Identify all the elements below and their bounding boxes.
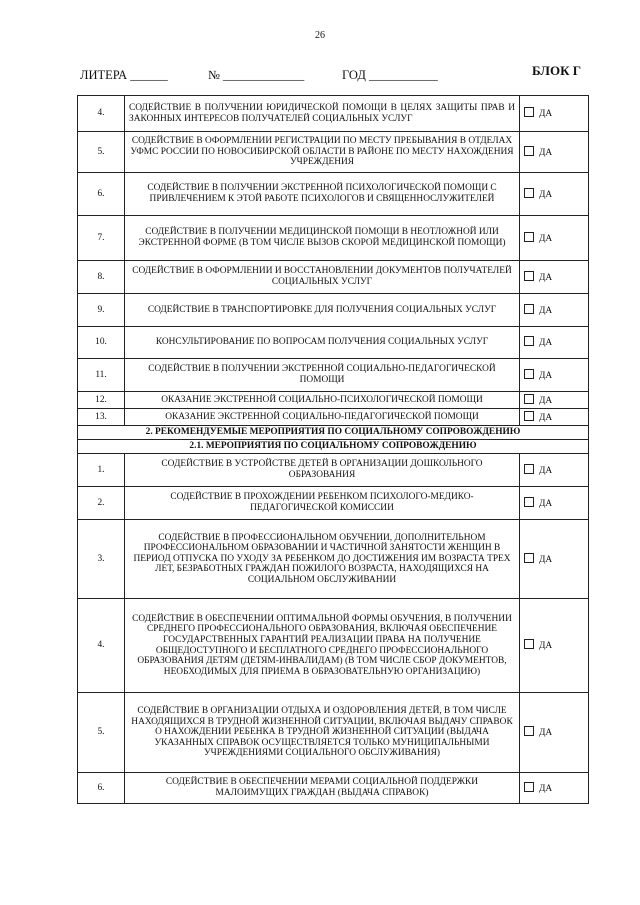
checkbox-icon[interactable] — [524, 188, 534, 198]
yes-label: ДА — [539, 189, 553, 200]
row-number: 4. — [78, 599, 125, 693]
row-description: СОДЕЙСТВИЕ В ОФОРМЛЕНИИ РЕГИСТРАЦИИ ПО МЕСТУ ПРЕБЫВАНИЯ В ОТДЕЛАХ УФМС РОССИИ ПО НОВОСИБИРСКОЙ ОБЛАСТИ В РАЙОНЕ ПО МЕСТУ НАХОЖДЕНИЯ УЧРЕЖДЕНИЯ — [125, 132, 520, 173]
row-number: 1. — [78, 454, 125, 487]
row-description: СОДЕЙСТВИЕ В ТРАНСПОРТИРОВКЕ ДЛЯ ПОЛУЧЕНИЯ СОЦИАЛЬНЫХ УСЛУГ — [125, 294, 520, 327]
checkbox-icon[interactable] — [524, 336, 534, 346]
table-row — [78, 96, 589, 132]
section-header-row — [78, 440, 589, 454]
yes-label: ДА — [539, 233, 553, 244]
yes-label: ДА — [539, 272, 553, 283]
row-description: СОДЕЙСТВИЕ В ОРГАНИЗАЦИИ ОТДЫХА И ОЗДОРОВЛЕНИЯ ДЕТЕЙ, В ТОМ ЧИСЛЕ НАХОДЯЩИХСЯ В ТРУДНОЙ ЖИЗНЕННОЙ СИТУАЦИИ, ВКЛЮЧАЯ ВЫДАЧУ СПРАВОК О НАХОЖДЕНИИ РЕБЕНКА В ТРУДНОЙ ЖИЗНЕННОЙ СИТУАЦИИ (ВЫДАЧА УКАЗАННЫХ СПРАВОК ОСУЩЕСТВЛЯЕТСЯ ТОЛЬКО МУНИЦИПАЛЬНЫМИ УЧРЕЖДЕНИЯМИ СОЦИАЛЬНОГО ОБСЛУЖИВАНИЯ) — [125, 693, 520, 773]
checkbox-icon[interactable] — [524, 107, 534, 117]
yes-label: ДА — [539, 109, 553, 120]
table-row — [78, 409, 589, 426]
yes-checkbox[interactable] — [520, 132, 589, 173]
yes-checkbox[interactable] — [520, 327, 589, 359]
table-row — [78, 216, 589, 261]
row-description: СОДЕЙСТВИЕ В ОФОРМЛЕНИИ И ВОССТАНОВЛЕНИИ ДОКУМЕНТОВ ПОЛУЧАТЕЛЕЙ СОЦИАЛЬНЫХ УСЛУГ — [125, 261, 520, 294]
yes-label: ДА — [539, 395, 553, 406]
number-field[interactable]: № _____________ — [208, 68, 305, 82]
checkbox-icon[interactable] — [524, 271, 534, 281]
row-description: ОКАЗАНИЕ ЭКСТРЕННОЙ СОЦИАЛЬНО-ПЕДАГОГИЧЕСКОЙ ПОМОЩИ — [125, 409, 520, 426]
row-number: 3. — [78, 520, 125, 599]
section-2-1-title: 2.1. МЕРОПРИЯТИЯ ПО СОЦИАЛЬНОМУ СОПРОВОЖДЕНИЮ — [78, 440, 589, 454]
yes-checkbox[interactable] — [520, 96, 589, 132]
checkbox-icon[interactable] — [524, 304, 534, 314]
checkbox-icon[interactable] — [524, 232, 534, 242]
yes-label: ДА — [539, 783, 553, 794]
section-header-row — [78, 426, 589, 440]
row-number: 2. — [78, 487, 125, 520]
page-number: 26 — [315, 30, 325, 41]
yes-label: ДА — [539, 370, 553, 381]
yes-label: ДА — [539, 554, 553, 565]
row-description: СОДЕЙСТВИЕ В ПОЛУЧЕНИИ ЭКСТРЕННОЙ ПСИХОЛОГИЧЕСКОЙ ПОМОЩИ С ПРИВЛЕЧЕНИЕМ К ЭТОЙ РАБОТЕ ПСИХОЛОГОВ И СВЯЩЕННОСЛУЖИТЕЛЕЙ — [125, 173, 520, 216]
row-description: СОДЕЙСТВИЕ В ПОЛУЧЕНИИ ЭКСТРЕННОЙ СОЦИАЛЬНО-ПЕДАГОГИЧЕСКОЙ ПОМОЩИ — [125, 359, 520, 392]
litera-field[interactable]: ЛИТЕРА ______ — [80, 68, 168, 82]
yes-checkbox[interactable] — [520, 487, 589, 520]
row-number: 5. — [78, 693, 125, 773]
yes-checkbox[interactable] — [520, 261, 589, 294]
row-number: 7. — [78, 216, 125, 261]
row-description: СОДЕЙСТВИЕ В ПОЛУЧЕНИИ ЮРИДИЧЕСКОЙ ПОМОЩИ В ЦЕЛЯХ ЗАЩИТЫ ПРАВ И ЗАКОННЫХ ИНТЕРЕСОВ ПОЛУЧАТЕЛЕЙ СОЦИАЛЬНЫХ УСЛУГ — [125, 96, 520, 132]
block-label: БЛОК Г — [532, 63, 582, 78]
row-number: 13. — [78, 409, 125, 426]
row-description: СОДЕЙСТВИЕ В ПОЛУЧЕНИИ МЕДИЦИНСКОЙ ПОМОЩИ В НЕОТЛОЖНОЙ ИЛИ ЭКСТРЕННОЙ ФОРМЕ (В ТОМ ЧИСЛЕ ВЫЗОВ СКОРОЙ МЕДИЦИНСКОЙ ПОМОЩИ) — [125, 216, 520, 261]
checkbox-icon[interactable] — [524, 146, 534, 156]
table-row — [78, 693, 589, 773]
table-row — [78, 487, 589, 520]
row-number: 9. — [78, 294, 125, 327]
checkbox-icon[interactable] — [524, 639, 534, 649]
checkbox-icon[interactable] — [524, 411, 534, 421]
row-description: ОКАЗАНИЕ ЭКСТРЕННОЙ СОЦИАЛЬНО-ПСИХОЛОГИЧЕСКОЙ ПОМОЩИ — [125, 392, 520, 409]
yes-checkbox[interactable] — [520, 773, 589, 804]
table-row — [78, 773, 589, 804]
row-description: КОНСУЛЬТИРОВАНИЕ ПО ВОПРОСАМ ПОЛУЧЕНИЯ СОЦИАЛЬНЫХ УСЛУГ — [125, 327, 520, 359]
checkbox-icon[interactable] — [524, 394, 534, 404]
row-number: 5. — [78, 132, 125, 173]
year-field[interactable]: ГОД ___________ — [342, 68, 438, 82]
section-2-title: 2. РЕКОМЕНДУЕМЫЕ МЕРОПРИЯТИЯ ПО СОЦИАЛЬНОМУ СОПРОВОЖДЕНИЮ — [78, 426, 589, 440]
yes-label: ДА — [539, 641, 553, 652]
yes-checkbox[interactable] — [520, 409, 589, 426]
row-description: СОДЕЙСТВИЕ В ПРОХОЖДЕНИИ РЕБЕНКОМ ПСИХОЛОГО-МЕДИКО-ПЕДАГОГИЧЕСКОЙ КОМИССИИ — [125, 487, 520, 520]
yes-checkbox[interactable] — [520, 392, 589, 409]
form-header — [80, 63, 600, 88]
yes-checkbox[interactable] — [520, 294, 589, 327]
yes-checkbox[interactable] — [520, 454, 589, 487]
yes-checkbox[interactable] — [520, 599, 589, 693]
table-row — [78, 359, 589, 392]
yes-label: ДА — [539, 412, 553, 423]
measures-table — [77, 95, 589, 804]
checkbox-icon[interactable] — [524, 497, 534, 507]
table-row — [78, 520, 589, 599]
yes-label: ДА — [539, 498, 553, 509]
row-description: СОДЕЙСТВИЕ В ОБЕСПЕЧЕНИИ ОПТИМАЛЬНОЙ ФОРМЫ ОБУЧЕНИЯ, В ПОЛУЧЕНИИ СРЕДНЕГО ПРОФЕССИОНАЛЬНОГО ОБРАЗОВАНИЯ, ВКЛЮЧАЯ ОБЕСПЕЧЕНИЕ ГОСУДАРСТВЕННЫХ ГАРАНТИЙ РЕАЛИЗАЦИИ ПРАВА НА ПОЛУЧЕНИЕ ОБЩЕДОСТУПНОГО И БЕСПЛАТНОГО СРЕДНЕГО ПРОФЕССИОНАЛЬНОГО ОБРАЗОВАНИЯ ДЕТЯМ (ДЕТЯМ-ИНВАЛИДАМ) (В ТОМ ЧИСЛЕ СБОР ДОКУМЕНТОВ, НЕОБХОДИМЫХ ДЛЯ ПРИЕМА В ОБРАЗОВАТЕЛЬНУЮ ОРГАНИЗАЦИЮ) — [125, 599, 520, 693]
table-row — [78, 132, 589, 173]
yes-label: ДА — [539, 465, 553, 476]
row-number: 6. — [78, 773, 125, 804]
row-description: СОДЕЙСТВИЕ В ОБЕСПЕЧЕНИИ МЕРАМИ СОЦИАЛЬНОЙ ПОДДЕРЖКИ МАЛОИМУЩИХ ГРАЖДАН (ВЫДАЧА СПРАВОК) — [125, 773, 520, 804]
yes-checkbox[interactable] — [520, 216, 589, 261]
row-description: СОДЕЙСТВИЕ В ПРОФЕССИОНАЛЬНОМ ОБУЧЕНИИ, ДОПОЛНИТЕЛЬНОМ ПРОФЕССИОНАЛЬНОМ ОБРАЗОВАНИИ И ЧАСТИЧНОЙ ЗАНЯТОСТИ ЖЕНЩИН В ПЕРИОД ОТПУСКА ПО УХОДУ ЗА РЕБЕНКОМ ДО ДОСТИЖЕНИЯ ИМ ВОЗРАСТА ТРЕХ ЛЕТ, БЕЗРАБОТНЫХ ГРАЖДАН ПОЖИЛОГО ВОЗРАСТА, НАХОДЯЩИХСЯ НА СОЦИАЛЬНОМ ОБСЛУЖИВАНИИ — [125, 520, 520, 599]
checkbox-icon[interactable] — [524, 369, 534, 379]
yes-checkbox[interactable] — [520, 173, 589, 216]
row-number: 8. — [78, 261, 125, 294]
row-description: СОДЕЙСТВИЕ В УСТРОЙСТВЕ ДЕТЕЙ В ОРГАНИЗАЦИИ ДОШКОЛЬНОГО ОБРАЗОВАНИЯ — [125, 454, 520, 487]
table-row — [78, 392, 589, 409]
yes-checkbox[interactable] — [520, 359, 589, 392]
table-row — [78, 261, 589, 294]
checkbox-icon[interactable] — [524, 782, 534, 792]
row-number: 12. — [78, 392, 125, 409]
yes-label: ДА — [539, 728, 553, 739]
row-number: 6. — [78, 173, 125, 216]
table-row — [78, 599, 589, 693]
table-row — [78, 327, 589, 359]
row-number: 4. — [78, 96, 125, 132]
checkbox-icon[interactable] — [524, 553, 534, 563]
yes-checkbox[interactable] — [520, 693, 589, 773]
yes-label: ДА — [539, 147, 553, 158]
yes-label: ДА — [539, 305, 553, 316]
yes-label: ДА — [539, 338, 553, 349]
row-number: 11. — [78, 359, 125, 392]
row-number: 10. — [78, 327, 125, 359]
table-row — [78, 454, 589, 487]
checkbox-icon[interactable] — [524, 726, 534, 736]
checkbox-icon[interactable] — [524, 464, 534, 474]
yes-checkbox[interactable] — [520, 520, 589, 599]
table-row — [78, 294, 589, 327]
table-row — [78, 173, 589, 216]
